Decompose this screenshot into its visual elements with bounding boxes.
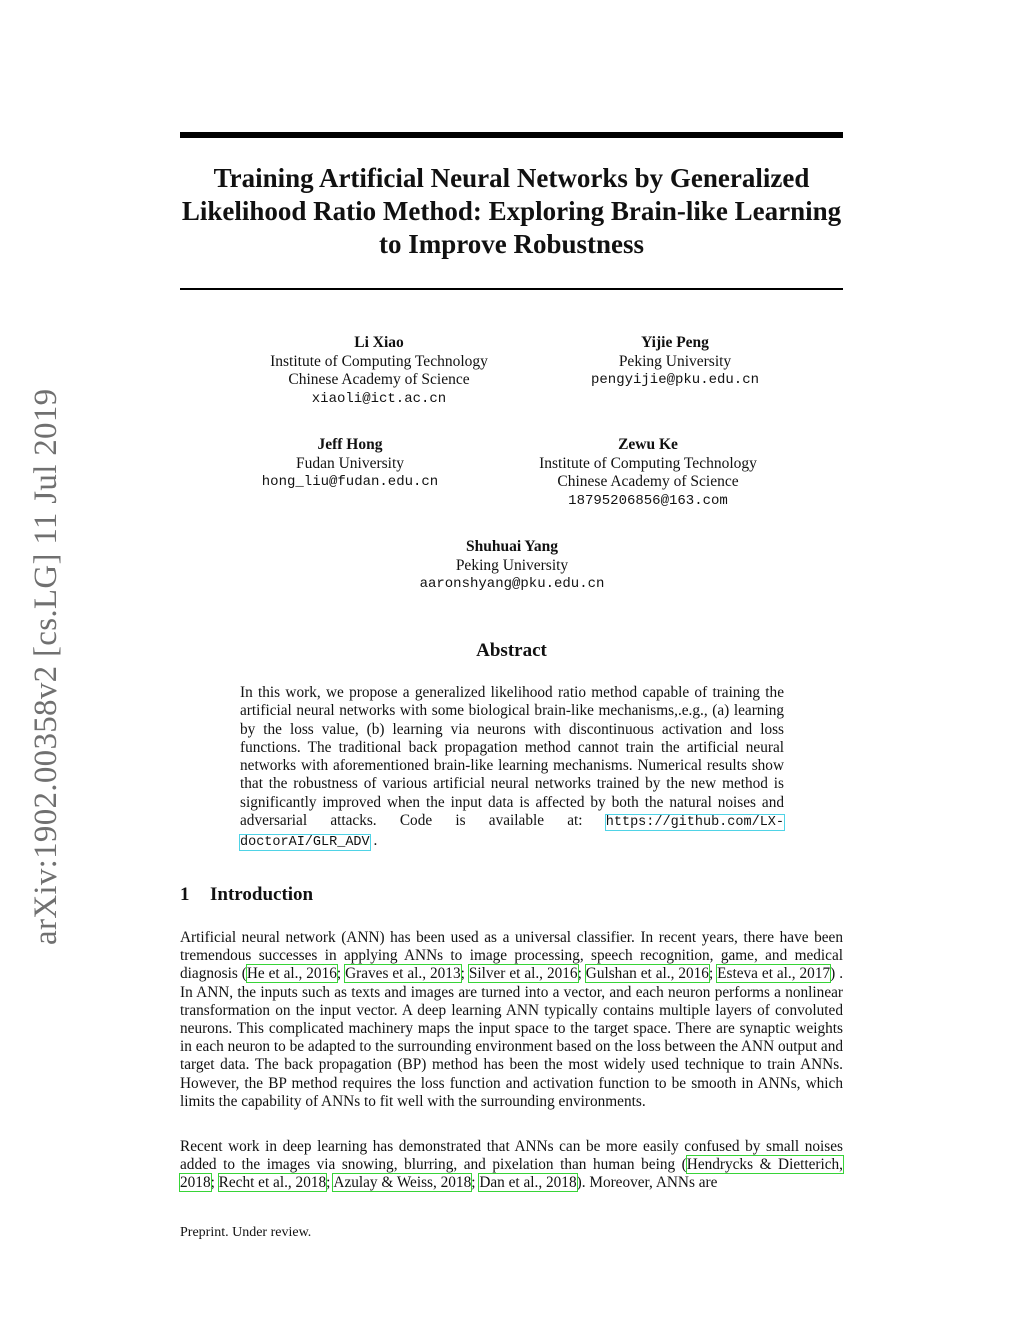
author-affiliation: Institute of Computing Technology (539, 454, 757, 472)
citation-separator: ; (708, 965, 718, 983)
author-name: Zewu Ke (618, 436, 678, 453)
section-heading-introduction (180, 884, 313, 906)
author-affiliation: Institute of Computing Technology (270, 352, 488, 370)
citation-link[interactable]: He et al., 2016 (246, 965, 337, 983)
author-email: pengyijie@pku.edu.cn (590, 372, 760, 388)
section-title: Introduction (210, 884, 314, 905)
author-block-jeff-hong (222, 436, 478, 492)
arxiv-identifier-stamp: arXiv:1902.00358v2 [cs.LG] 11 Jul 2019 (28, 388, 64, 945)
author-name: Yijie Peng (641, 334, 709, 351)
code-url-link[interactable]: https://github.com/LX-doctorAI/GLR_ADV (240, 815, 784, 851)
citation-link[interactable]: Hendrycks & Dietterich, 2018 (180, 1156, 844, 1192)
paragraph-text: Recent work in deep learning has demonstrated that ANNs can be more easily confused by small noises added to the images via snowing, blurring, and pixelation than human being ( (180, 1138, 843, 1174)
preprint-footer: Preprint. Under review. (180, 1225, 312, 1240)
intro-paragraph-2 (180, 1138, 843, 1193)
author-affiliation: Peking University (618, 352, 732, 370)
citation-separator: ; (210, 1174, 219, 1192)
abstract-heading: Abstract (476, 640, 547, 661)
title-top-rule (180, 132, 843, 138)
author-affiliation: Peking University (455, 556, 569, 574)
abstract-end: . (373, 832, 378, 850)
citation-link[interactable]: Azulay & Weiss, 2018 (333, 1174, 472, 1192)
abstract-text: In this work, we propose a generalized likelihood ratio method capable of training the artificial neural networks with some biological brain-like mechanisms,.e.g., (a) learning by the loss value, (b) learning via neurons with discontinuous activation and loss functions. The traditional back propagation method cannot train the artificial neural networks with aforementioned brain-like learning mechanisms. Numerical results show that the robustness of various artificial neural networks trained by the new method is significantly improved when the input data is affected by both the natural noises and adversarial attacks. Code is available at: (240, 684, 784, 830)
author-block-shuhuai-yang (370, 538, 654, 594)
author-name: Jeff Hong (317, 436, 383, 453)
paragraph-text: ). Moreover, ANNs are (576, 1174, 718, 1192)
citation-separator: ; (471, 1174, 480, 1192)
author-name: Li Xiao (354, 334, 404, 351)
paragraph-text: ) . In ANN, the inputs such as texts and images are turned into a vector, and each neuron performs a nonlinear transformation on the input vector. A deep learning ANN typically contains multiple layers of convoluted neurons. This complicated machinery maps the input space to the target space. There are synaptic weights in each neuron to be adapted to the surrounding environment based on the loss between the ANN output and target data. The back propagation (BP) method has been the most widely used technique to train ANNs. However, the BP method requires the loss function and activation function to be smooth in ANNs, which limits the capability of ANNs to fit well with the surrounding environments. (180, 965, 844, 1110)
author-email: xiaoli@ict.ac.cn (311, 390, 447, 407)
paper-title: Training Artificial Neural Networks by Generalized Likelihood Ratio Method: Exploring Brain-like Learning to Improve Robustness (181, 163, 842, 259)
author-affiliation: Fudan University (295, 454, 405, 472)
citation-separator: ; (577, 965, 586, 983)
author-email: 18795206856@163.com (568, 492, 728, 509)
title-bottom-rule (180, 288, 843, 290)
author-email: aaronshyang@pku.edu.cn (419, 576, 605, 592)
author-block-yijie-peng (540, 334, 810, 390)
paragraph-text: Artificial neural network (ANN) has been used as a universal classifier. In recent years, there have been tremendous successes in applying ANNs to image processing, speech recognition, game, and medical diagnosis ( (180, 929, 843, 983)
abstract-body (240, 684, 784, 853)
citation-link[interactable]: Recht et al., 2018 (218, 1174, 327, 1192)
citation-link[interactable]: Gulshan et al., 2016 (585, 965, 709, 983)
author-email: hong_liu@fudan.edu.cn (261, 474, 439, 490)
author-affiliation: Chinese Academy of Science (288, 371, 470, 388)
citation-separator: ; (336, 965, 346, 983)
section-number: 1 (180, 884, 190, 905)
citation-link[interactable]: Graves et al., 2013 (345, 965, 461, 983)
citation-link[interactable]: Silver et al., 2016 (468, 965, 578, 983)
citation-link[interactable]: Dan et al., 2018 (479, 1174, 577, 1192)
author-affiliation: Chinese Academy of Science (557, 473, 739, 490)
citation-separator: ; (460, 965, 469, 983)
author-block-li-xiao (240, 334, 518, 408)
author-name: Shuhuai Yang (465, 538, 559, 555)
intro-paragraph-1 (180, 929, 843, 1111)
citation-link[interactable]: Esteva et al., 2017 (717, 965, 831, 983)
citation-separator: ; (326, 1174, 334, 1192)
author-block-zewu-ke (510, 436, 786, 510)
